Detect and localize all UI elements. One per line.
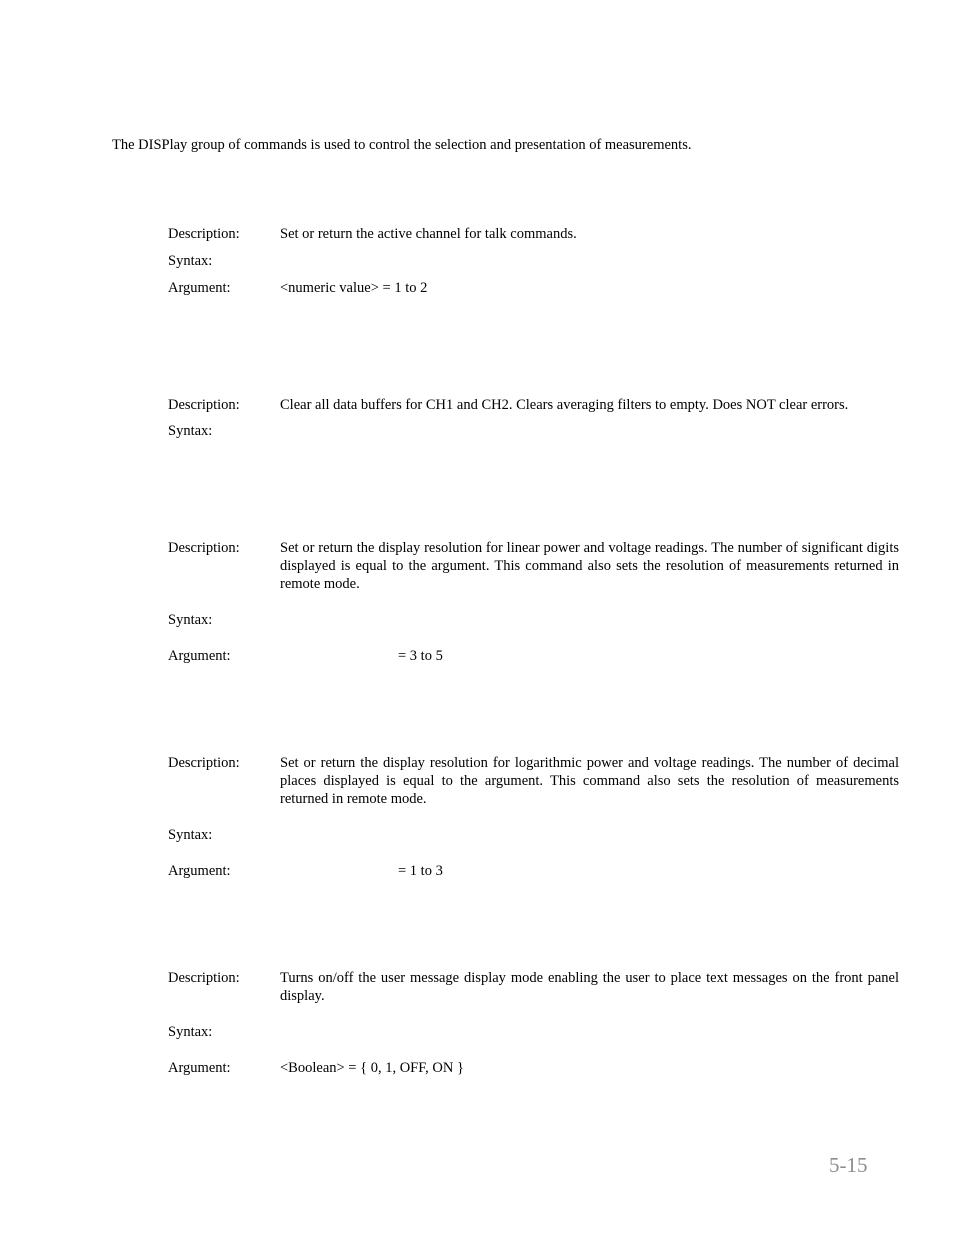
cmd5-argument-label: Argument: (168, 1060, 231, 1076)
cmd5-argument-text: <Boolean> = { 0, 1, OFF, ON } (280, 1060, 464, 1076)
page-number: 5-15 (829, 1153, 868, 1177)
cmd5-description-label: Description: (168, 970, 240, 986)
cmd2-description-text: Clear all data buffers for CH1 and CH2. Clears averaging filters to empty. Does NOT clear errors. (280, 397, 849, 413)
cmd4-syntax-label: Syntax: (168, 827, 213, 843)
cmd5-syntax-label: Syntax: (168, 1024, 213, 1040)
cmd3-argument-text: = 3 to 5 (398, 648, 443, 664)
cmd5-description-text: Turns on/off the user message display mode enabling the user to place text messages on the front panel display. (280, 970, 899, 1004)
cmd3-syntax-label: Syntax: (168, 612, 213, 628)
cmd1-argument-label: Argument: (168, 280, 231, 296)
cmd4-description-text: Set or return the display resolution for logarithmic power and voltage readings. The number of decimal places displayed is equal to the argument. This command also sets the resolution of measurements returned in remote mode. (280, 755, 899, 807)
cmd2-description-label: Description: (168, 397, 240, 413)
cmd3-argument-label: Argument: (168, 648, 231, 664)
cmd4-argument-label: Argument: (168, 863, 231, 879)
cmd1-description-label: Description: (168, 226, 240, 242)
cmd3-description-label: Description: (168, 540, 240, 556)
cmd1-description-text: Set or return the active channel for talk commands. (280, 226, 577, 242)
cmd3-description-text: Set or return the display resolution for linear power and voltage readings. The number of significant digits displayed is equal to the argument. This command also sets the resolution of measurements returned in remote mode. (280, 540, 899, 592)
cmd4-description-label: Description: (168, 755, 240, 771)
cmd1-argument-text: <numeric value> = 1 to 2 (280, 280, 428, 296)
intro-paragraph: The DISPlay group of commands is used to control the selection and presentation of measurements. (112, 137, 692, 153)
cmd1-syntax-label: Syntax: (168, 253, 213, 269)
cmd4-argument-text: = 1 to 3 (398, 863, 443, 879)
cmd2-syntax-label: Syntax: (168, 423, 213, 439)
